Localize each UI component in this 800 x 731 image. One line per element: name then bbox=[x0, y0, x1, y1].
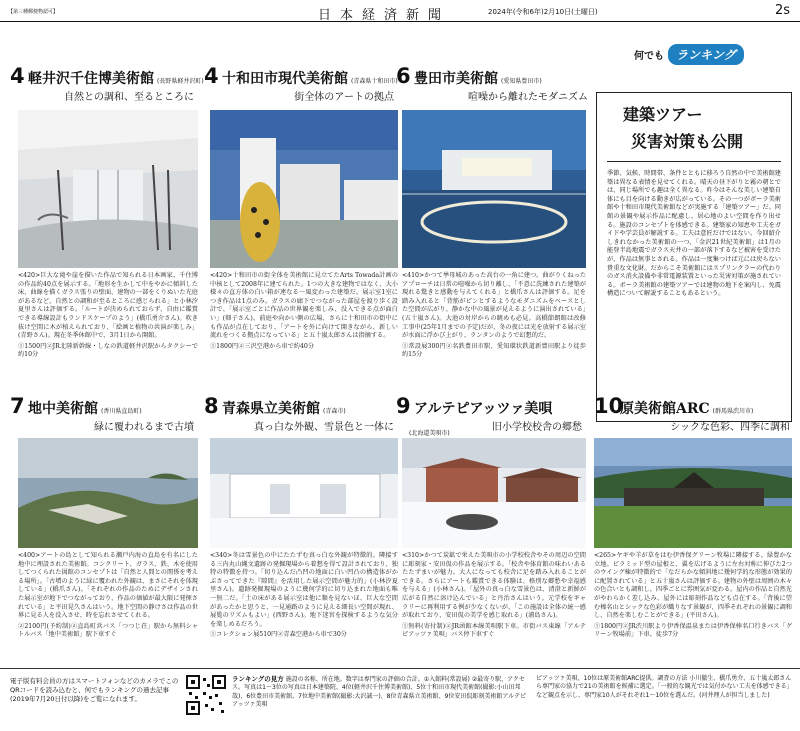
photo-bibai bbox=[402, 438, 586, 548]
photo-hara-arc bbox=[594, 438, 792, 548]
survey-method: ピアッツァ美唄、10位は原美術館ARC提供。調査の方法 小川徹生、橋爪勇介、五十嵐太郎さんら専門家の協力で21の美術館を候補に選定。「一般的な観光では気付かない工夫を体感できる」など観点を示し、専門家10人がそれぞれ1〜10位を選んだ。(河井理人が担当しました) bbox=[536, 675, 793, 699]
qr-code-icon[interactable] bbox=[185, 674, 227, 716]
entry-body: <340>冬は雪景色の中にたたずむ真っ白な外観が特徴的。隣接する三内丸山縄文遺跡の発掘現場から着想を得て設計されており、独特の特徴を持つ。「切り込んだ凸凹の地面に白い凹凸の構造体がかぶさってできた『隙間』を活用した展示空間が魅力的」(小林汐夏里さん)。遺跡発掘現場のように幾何学的に切り込まれた地面も唯一無二だ。「土の床がある展示室は他に類を見ないほ、巨大な空間があったかと思うと、一見通路のように見える細長い空間が現れ、展覧のリズムもよい」(西野さん)。地下迷宮を探検するような気分を楽しめるだろう。 ①コレクション展510円②青森空港から車で30分 bbox=[210, 552, 398, 639]
entry-chichu bbox=[10, 394, 198, 666]
paper-name: 日本経済新聞 bbox=[318, 8, 451, 23]
museum-location: (愛知県豊田市) bbox=[501, 78, 542, 85]
feature-box bbox=[596, 92, 792, 422]
entry-towada bbox=[204, 64, 398, 354]
rank-number: 4 bbox=[204, 64, 219, 88]
museum-location: (群馬県渋川市) bbox=[712, 408, 754, 415]
ranking-logo-prefix: 何でも bbox=[634, 51, 664, 62]
rank-number: 10 bbox=[594, 394, 624, 418]
museum-name: 原美術館ARC (群馬県渋川市) bbox=[620, 401, 754, 417]
entry-aomori bbox=[204, 394, 398, 666]
museum-location: (香川県直島町) bbox=[101, 408, 142, 415]
museum-name: 軽井沢千住博美術館 (長野県軽井沢町) bbox=[28, 71, 204, 87]
ranking-explanation bbox=[232, 675, 530, 710]
rank-number: 9 bbox=[396, 394, 411, 418]
entry-subtitle: 喧噪から離れたモダニズム bbox=[468, 92, 588, 103]
entry-body: <420>巨大な滝や崖を描いた作品で知られる日本画家、千住博の作品約40点を展示する。「地形を生かして中をやかに傾斜した床、曲線を描くガラス張りの壁面、建物の一部をくりぬいた光庭があるなど、自然との調和が至るところに感じられる」と小林汐夏里さんは評価する。「ルートが決められておらず、自由に鑑賞できる導線設計もランドスケープのよう」(橋爪勇介さん)。吹き抜け空間に木が植えられており、「絵画と植物の共演が楽しみ」(青野さん)。現在冬季休館中で、3月1日から開館。 ①1500円②JR北陸新幹線・しなの鉄道軽井沢駅からタクシーで約10分 bbox=[18, 272, 198, 359]
feature-text: 季節、気候、時間帯、条件とともに移ろう自然の中で美術館建築は異なる表情を見せてくれる。晴天の昼下がりと霧の朝とでは、同じ場所でも趣は全く異なる。昨今はそんな美しい建築自体にも目を向ける動きが広がっている。その一つがボーラ美術館や十和田市現代美術館などが実施する「建築ツアー」だ。同館の景観や展示作品に配慮し、居心地のよい空間を作り出せる。施設のコンセプトを体感できる。建築家の知恵や工夫をガイドや学芸員が解説する。工夫は意匠だけではない。今回紹介しきれなかった美術館の一つ、「金沢21世紀美術館」は1月の能登半島地震でガラス天井の一部が落下するなど被害を受けたが、作品は無事とされる。作品は一度集つけば元には戻らない貴重な文化財。だからこそ美術館にはスプリンクラーの代わりのガス消火設備や非常電源装置といった災害対策が施されている。ボーラ美術館の建築ツアーでは建物の地下を案内し、免震構造について解説することもあるという。 bbox=[607, 170, 781, 298]
qr-notice: 電子版有料会員の方はスマートフォンなどのカメラでこのQRコードを読み込むと、何でもランキングの過去記事(2019年7月20日付以降)をご覧になれます。 bbox=[10, 677, 179, 703]
entry-info: ①1800円②三沢空港から車で約40分 bbox=[210, 342, 315, 350]
museum-location: (青森市) bbox=[323, 408, 346, 415]
rank-number: 7 bbox=[10, 394, 25, 418]
entry-info: ①1800円②JR渋川駅より伊香保温泉または伊香保棒名口行きバス「グリーン牧場前」下車、徒歩7分 bbox=[594, 622, 792, 639]
feature-title-line2: 災害対策も公開 bbox=[631, 132, 744, 151]
ranking-logo-badge: ランキング bbox=[668, 44, 744, 65]
feature-divider bbox=[607, 161, 781, 162]
photo-chichu bbox=[18, 438, 198, 548]
entry-subtitle: 真っ白な外観、雪景色と一体に bbox=[254, 422, 394, 433]
ranking-logo bbox=[634, 44, 744, 65]
entry-bibai bbox=[396, 394, 592, 666]
entry-info: ①1500円②JR北陸新幹線・しなの鉄道軽井沢駅からタクシーで約10分 bbox=[18, 342, 198, 359]
rank-number: 6 bbox=[396, 64, 411, 88]
entry-body: <410>かつて挙母城のあった高台の一角に建つ。曲がりくねったアプローチは日常の喧噪から切り離し、「不意に洗練された建築が現れる驚きと感動を与えてくれる」と橋爪さんは評価する。足を踏み入れると「背筋がピンとするようなモダニズムをベースとした空間が広がり、静かな中の風景が見えるように演出されている」(五十嵐さん)。大池の対岸からの眺めも必見。高橋節朗館は改修工事中(25年1月までの予定)だが、冬の夜には光を放射する展示室が水面に浮かび上がり、ランタンのようで幻想的だ。 ①常設展300円②名鉄豊田市駅、愛知環状鉄道新豊田駅より徒歩約15分 bbox=[402, 272, 586, 359]
entry-subtitle: 街全体のアートの拠点 bbox=[294, 92, 394, 103]
masthead bbox=[0, 0, 800, 22]
photo-towada bbox=[210, 110, 398, 268]
museum-location: (青森県十和田市) bbox=[351, 78, 398, 85]
museum-name: 地中美術館 (香川県直島町) bbox=[28, 401, 142, 417]
section-label: 【第三種郵便物認可】 bbox=[8, 9, 59, 15]
issue-date: 2024年(令和6年)2月10日(土曜日) bbox=[488, 8, 598, 16]
museum-name: アルテピアッツァ美唄 bbox=[414, 401, 553, 417]
museum-name: 十和田市現代美術館 (青森県十和田市) bbox=[222, 71, 398, 87]
entry-subtitle: 緑に覆われるまで古墳 bbox=[94, 422, 194, 433]
entry-body: <400>アートの島として知られる瀬戸内海の直島を有名にした地中に埋設された美術館。コンクリート、ガラス、鉄、木を使用してつくられた図館のコンセプトは「自然と人間との関係を考える場所」。「古墳のように緑に覆われた外観は、まさにそれを体現している」(橋爪さん)。「それぞれの作品のためにデザインされた展示室が地下でつながっており、作品の価値が最大限に発揮されている」と平田晃久さんはいう。地下空間の静けさは作品の世界に見る人を没入させ、時を忘れさせてくれる。 ②2100円(予約制)②直島町営バス「つつじ荘」駅から無料シャトルバス「地中美術館」駅下車すぐ bbox=[18, 552, 198, 639]
entry-subtitle: シックな色彩、四季に調和 bbox=[670, 422, 790, 433]
ranking-explanation-heading: ランキングの見方 bbox=[232, 675, 284, 683]
entry-info: ①無料(寄付制)②JR函館本線美唄駅下車。市街バス東線「アルテピアッツァ美唄」バス停下車すぐ bbox=[402, 622, 586, 639]
entry-subtitle: 自然との調和、至るところに bbox=[64, 92, 194, 103]
entry-subtitle: 旧小学校校舎の郷愁 bbox=[492, 422, 582, 433]
entry-toyota bbox=[396, 64, 592, 359]
entry-info: ①コレクション展510円②青森空港から車で30分 bbox=[210, 631, 347, 639]
feature-title-line1: 建築ツアー bbox=[623, 105, 703, 124]
entry-info: ①常設展300円②名鉄豊田市駅、愛知環状鉄道新豊田駅より徒歩約15分 bbox=[402, 342, 586, 359]
footer bbox=[0, 668, 800, 731]
photo-aomori bbox=[210, 438, 398, 548]
photo-karuizawa bbox=[18, 110, 198, 268]
museum-location: (北海道美唄市) bbox=[409, 430, 450, 437]
rank-number: 8 bbox=[204, 394, 219, 418]
ranking-explanation-text: 施設の名称、所在地。数字は専門家の評価の合計。①入館料(常設展) ②最寄り駅、アクセス。写真は1〜3位の写真は日本建築院、4位(軽井沢千住博美術館)、5位十和田市現代美術館(撮影:小山田邦哉)、6位豊田市美術館、7位地中美術館(撮影:大沢誠一)、8位青森県立美術館、9位安田侃彫刻美術館アルテピアッツァ美唄 bbox=[232, 676, 527, 709]
entry-body: <265>ヤギや羊が草をはむ伊香保グリーン牧場に隣接する。緑豊かな立地。ピラミッド型の屋根と、翼を広げるように左右対称に伸びた2つのウイング棟が特徴的で「なだらかな傾斜地に幾何学的な形態が効果的に配置されている」と五十嵐さんは評価する。建物の外壁は周囲の木々の色合いとも調和し、四季ごとに雰囲気が変わる。屋内の作品と自然光がやわらかく差し込み、屋外には彫刻作品なども点在する。「背後に望む榛名山とシックな色彩が織りなす景観が、四季それぞれの景観に調和し、自然を楽しむことができる」(平田さん)。 ①1800円②JR渋川駅より伊香保温泉または伊香保棒名口行きバス「グリーン牧場前」下車、徒歩7分 bbox=[594, 552, 792, 639]
entry-info: ②2100円(予約制)②直島町営バス「つつじ荘」駅から無料シャトルバス「地中美術館」駅下車すぐ bbox=[18, 622, 198, 639]
entry-body: <420>十和田市の街全体を美術館に見立てたArts Towada計画の中核として2008年に建てられた。1つの大きな建物ではなく、大小様々の直方体の白い箱が連なる一風変わった建築だ。展示室1室につき作品は1点のみ。ガラスの廊下でつながった部屋を渡り歩く設計で、「展示室ごとに作品の世界観を楽しみ、没入できる点が面白い」(畑子さん)。前庭や向かい側の広場、さらに十和田市の街中にも作品が点在しており、「アートを外に向けて開きながら、新しい流れをつくる拠点になっている」と五十嵐太郎さんは指摘する。 ①1800円②三沢空港から車で約40分 bbox=[210, 272, 398, 350]
rank-number: 4 bbox=[10, 64, 25, 88]
museum-name: 青森県立美術館 (青森市) bbox=[222, 401, 346, 417]
photo-toyota bbox=[402, 110, 586, 268]
page-number: 2s bbox=[775, 3, 791, 18]
museum-name: 豊田市美術館 (愛知県豊田市) bbox=[414, 71, 542, 87]
entry-hara-arc bbox=[594, 394, 794, 666]
museum-location: (長野県軽井沢町) bbox=[157, 78, 204, 85]
entry-body: <310>かつて炭鉱で栄えた美唄市の小学校校舎やその周辺の空間に彫刻家・安田侃の作品を展示する。「校舎や体育館の味わいあるたたずまいが魅力。大人になっても校舎に足を踏み入れることができる。さらにアートも鑑賞できる体験は、格別な郷愁や幸福感を与える」(小林さん)。「屋外の真っ白な雪景色は、清澄と新鮮が広がる自然に溶け込んでいる」と丹治さんはいう。元学校をギャラリーに再利用する例が少なくないが、「この施設は全体の統一感が取れており、安田侃の美学を感じ取れる」(浦島さん)。 ①無料(寄付制)②JR函館本線美唄駅下車。市街バス東線「アルテピアッツァ美唄」バス停下車すぐ bbox=[402, 552, 586, 639]
entry-karuizawa bbox=[10, 64, 204, 359]
